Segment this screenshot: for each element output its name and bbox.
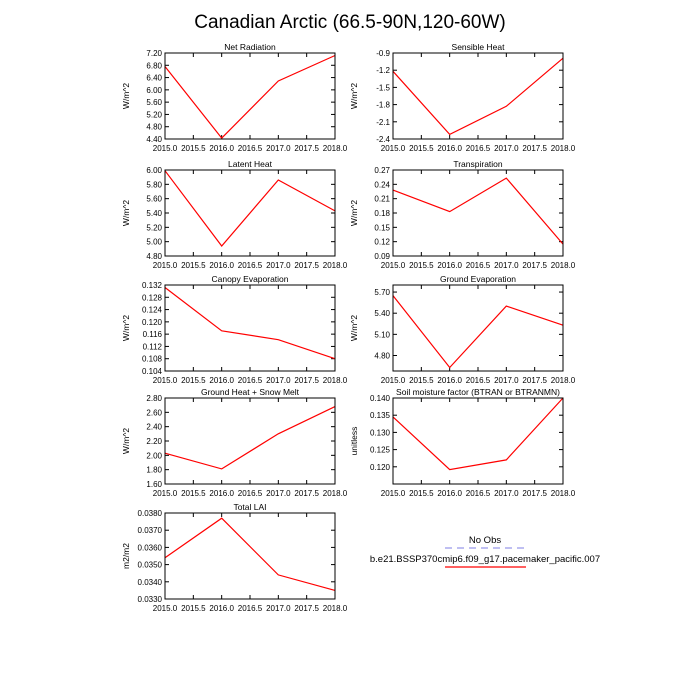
y-tick-label: 0.0380 [137,509,162,518]
x-tick-label: 2016.5 [465,261,491,270]
y-tick-label: 0.132 [141,281,162,290]
x-tick-label: 2017.0 [494,489,519,498]
x-tick-label: 2015.0 [380,376,406,385]
y-tick-label: 0.108 [141,354,162,364]
x-tick-label: 2017.0 [266,376,291,385]
series-line [393,178,563,244]
panel-title: Canopy Evaporation [211,274,289,284]
plot-frame [393,53,563,139]
y-tick-label: 0.128 [141,293,162,303]
panel-5 [121,274,348,385]
legend-label-run: b.e21.BSSP370cmip6.f09_g17.pacemaker_pacific.007 [369,554,601,565]
x-tick-label: 2015.0 [152,489,178,498]
y-tick-label: 2.60 [146,408,162,418]
x-tick-label: 2016.0 [437,376,462,385]
x-tick-label: 2017.5 [294,376,319,385]
series-line [393,296,563,368]
y-tick-label: 5.20 [146,223,162,233]
figure-title: Canadian Arctic (66.5-90N,120-60W) [194,12,506,33]
series-line [165,518,335,590]
y-tick-label: 0.24 [374,180,390,190]
panel-9 [121,502,348,613]
plot-frame [165,398,335,484]
panel-title: Latent Heat [228,159,272,169]
y-tick-label: 4.40 [146,135,162,144]
panel-3 [121,159,348,270]
x-tick-label: 2018.0 [322,604,348,613]
x-tick-label: 2015.0 [152,144,178,153]
x-tick-label: 2017.0 [266,261,291,270]
panel-4 [349,159,576,270]
plot-frame [165,513,335,599]
y-tick-label: 5.10 [374,330,390,340]
x-tick-label: 2015.5 [181,261,206,270]
y-tick-label: -1.8 [376,100,390,110]
y-tick-label: -2.1 [376,117,390,127]
y-tick-label: 4.80 [146,122,162,132]
x-tick-label: 2015.0 [152,376,178,385]
y-tick-label: 0.124 [141,305,162,315]
x-tick-label: 2017.5 [294,261,319,270]
x-tick-label: 2017.0 [266,144,291,153]
panel-title: Soil moisture factor (BTRAN or BTRANMN) [396,387,560,397]
y-tick-label: 2.00 [146,451,162,461]
y-tick-label: 6.40 [146,73,162,83]
series-line [165,171,335,246]
y-tick-label: 6.00 [146,166,162,175]
panel-title: Sensible Heat [451,42,505,52]
x-tick-label: 2015.0 [152,604,178,613]
series-line [393,398,563,470]
x-tick-label: 2018.0 [550,261,576,270]
plot-frame [165,285,335,371]
x-tick-label: 2018.0 [550,489,576,498]
y-tick-label: 2.80 [146,394,162,403]
y-tick-label: 5.40 [374,309,390,319]
panel-title: Transpiration [453,159,503,169]
y-tick-label: -1.2 [376,66,390,76]
panels [121,42,576,613]
y-tick-label: -2.4 [376,135,390,144]
y-tick-label: 6.00 [146,85,162,95]
x-tick-label: 2016.5 [237,604,263,613]
x-tick-label: 2016.5 [237,144,263,153]
y-tick-label: 0.0350 [137,560,162,570]
plot-frame [165,53,335,139]
y-axis-label: W/m^2 [121,427,131,455]
x-tick-label: 2016.0 [209,144,234,153]
y-axis-label: W/m^2 [349,314,359,342]
x-tick-label: 2018.0 [322,376,348,385]
series-line [165,407,335,469]
y-tick-label: 0.135 [369,411,390,421]
x-tick-label: 2017.0 [266,489,291,498]
series-line [165,288,335,359]
x-tick-label: 2016.5 [237,376,263,385]
y-tick-label: 0.18 [374,209,390,218]
y-tick-label: 0.0340 [137,577,162,587]
y-tick-label: 0.120 [369,462,390,472]
x-tick-label: 2018.0 [322,489,348,498]
y-tick-label: 0.116 [142,330,162,340]
x-tick-label: 2016.0 [437,489,462,498]
x-tick-label: 2015.0 [152,261,178,270]
y-tick-label: 2.20 [146,437,162,446]
x-tick-label: 2017.5 [522,261,547,270]
y-axis-label: W/m^2 [121,314,131,342]
x-tick-label: 2017.5 [294,144,319,153]
y-tick-label: -1.5 [376,83,390,93]
x-tick-label: 2015.5 [181,144,206,153]
x-tick-label: 2017.5 [294,489,319,498]
y-tick-label: 5.60 [146,98,162,108]
x-tick-label: 2016.5 [465,376,491,385]
x-tick-label: 2016.5 [465,489,491,498]
y-tick-label: 5.60 [146,194,162,204]
x-tick-label: 2015.5 [409,261,434,270]
y-tick-label: 0.104 [141,367,162,376]
y-tick-label: 4.80 [374,351,390,361]
x-tick-label: 2017.5 [522,489,547,498]
y-tick-label: 0.125 [369,445,390,455]
y-tick-label: 1.60 [146,480,162,489]
y-tick-label: 2.40 [146,422,162,432]
y-tick-label: 0.0330 [137,595,162,604]
x-tick-label: 2016.5 [237,261,263,270]
y-axis-label: W/m^2 [349,82,359,110]
y-tick-label: 5.80 [146,180,162,190]
y-tick-label: 5.20 [146,110,162,120]
x-tick-label: 2017.0 [494,376,519,385]
x-tick-label: 2016.0 [209,489,234,498]
x-tick-label: 2015.0 [380,261,406,270]
panel-1 [121,42,348,153]
x-tick-label: 2017.0 [266,604,291,613]
x-tick-label: 2016.0 [437,261,462,270]
y-axis-label: W/m^2 [349,199,359,227]
series-line [393,58,563,134]
x-tick-label: 2016.0 [209,261,234,270]
x-tick-label: 2015.5 [409,144,434,153]
x-tick-label: 2016.5 [465,144,491,153]
x-tick-label: 2016.0 [437,144,462,153]
y-tick-label: 0.0360 [137,543,162,553]
x-tick-label: 2015.5 [181,604,206,613]
y-tick-label: 5.40 [146,209,162,218]
x-tick-label: 2017.5 [522,376,547,385]
y-tick-label: 4.80 [146,252,162,261]
panel-7 [121,387,348,498]
y-tick-label: 0.0370 [137,526,162,536]
panel-title: Total LAI [233,502,267,512]
y-tick-label: 5.70 [374,288,390,298]
y-axis-label: unitless [349,426,359,456]
x-tick-label: 2017.0 [494,144,519,153]
x-tick-label: 2017.0 [494,261,519,270]
y-axis-label: m2/m2 [121,543,131,569]
y-tick-label: 0.12 [374,237,390,247]
y-tick-label: 7.20 [146,49,162,58]
y-tick-label: 5.00 [146,237,162,247]
panel-title: Net Radiation [224,42,276,52]
panel-8 [349,387,576,498]
x-tick-label: 2015.5 [181,489,206,498]
y-tick-label: 6.80 [146,61,162,71]
x-tick-label: 2017.5 [294,604,319,613]
y-tick-label: 0.140 [369,394,390,403]
y-tick-label: 0.112 [142,342,162,352]
x-tick-label: 2016.0 [209,376,234,385]
x-tick-label: 2015.0 [380,489,406,498]
x-tick-label: 2016.0 [209,604,234,613]
x-tick-label: 2015.5 [181,376,206,385]
y-tick-label: 0.27 [374,166,390,175]
y-tick-label: 0.130 [369,428,390,438]
panel-6 [349,274,576,385]
y-axis-label: W/m^2 [121,199,131,227]
x-tick-label: 2018.0 [550,144,576,153]
x-tick-label: 2015.5 [409,376,434,385]
x-tick-label: 2016.5 [237,489,263,498]
y-tick-label: -0.9 [376,49,390,58]
x-tick-label: 2018.0 [322,144,348,153]
x-tick-label: 2017.5 [522,144,547,153]
x-tick-label: 2018.0 [322,261,348,270]
legend-label-no-obs: No Obs [468,535,502,546]
plot-frame [393,170,563,256]
x-tick-label: 2018.0 [550,376,576,385]
panel-title: Ground Heat + Snow Melt [200,387,300,397]
panel-2 [349,42,576,153]
y-tick-label: 0.120 [141,317,162,327]
x-tick-label: 2015.5 [409,489,434,498]
y-tick-label: 0.21 [374,194,390,204]
series-line [165,56,335,139]
legend [370,535,600,567]
y-tick-label: 1.80 [146,465,162,475]
panel-title: Ground Evaporation [439,274,517,284]
y-tick-label: 0.15 [374,223,390,233]
y-tick-label: 0.09 [374,252,390,261]
y-axis-label: W/m^2 [121,82,131,110]
x-tick-label: 2015.0 [380,144,406,153]
